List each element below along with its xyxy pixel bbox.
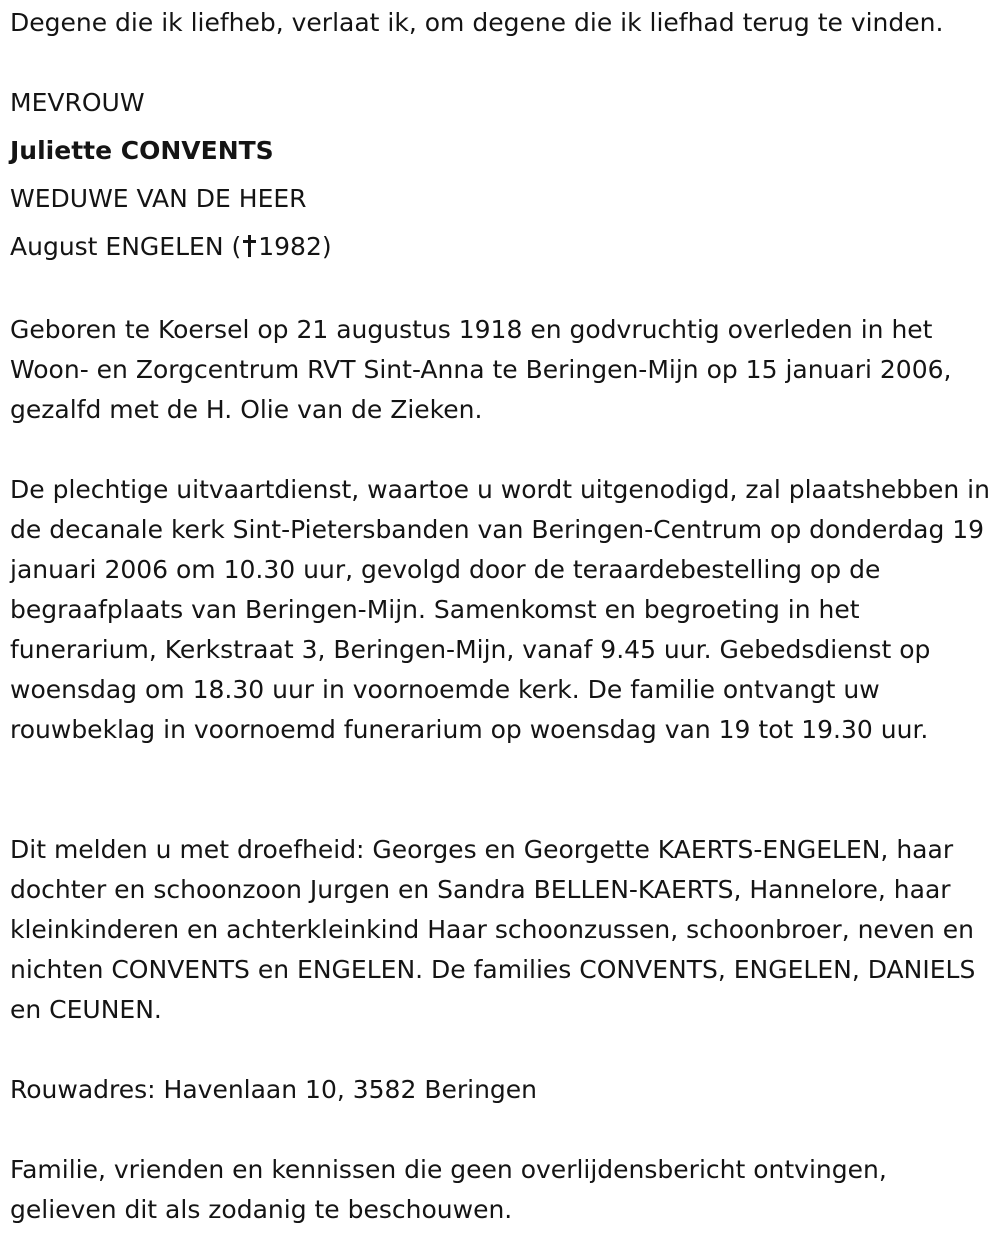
funeral-paragraph: De plechtige uitvaartdienst, waartoe u wordt uitgenodigd, zal plaatshebben in de decanale kerk Sint-Pietersbanden van Beringen-Centrum op donderdag 19 januari 2006 om 10.30 uur, gevolgd door de teraardebestelling op de begraafplaats van Beringen-Mijn. Samenkomst en begroeting in het funerarium, Kerkstraat 3, Beringen-Mijn, vanaf 9.45 uur. Gebedsdienst op woensdag om 18.30 uur in voornoemde kerk. De familie ontvangt uw rouwbeklag in voornoemd funerarium op woensdag van 19 tot 19.30 uur.	[10, 475, 990, 744]
spouse-line	[10, 232, 332, 261]
motto: Degene die ik liefheb, verlaat ik, om degene die ik liefhad terug te vinden.	[10, 8, 944, 37]
birth-death-paragraph: Geboren te Koersel op 21 augustus 1918 en godvruchtig overleden in het Woon- en Zorgcentrum RVT Sint-Anna te Beringen-Mijn op 15 januari 2006, gezalfd met de H. Olie van de Zieken.	[10, 315, 952, 424]
closing-paragraph: Familie, vrienden en kennissen die geen overlijdensbericht ontvingen, gelieven dit als zodanig te beschouwen.	[10, 1155, 887, 1224]
spouse-death-year: 1982)	[258, 232, 332, 261]
widow-line: WEDUWE VAN DE HEER	[10, 184, 307, 213]
honorific-title: MEVROUW	[10, 88, 145, 117]
spouse-name: August ENGELEN (	[10, 232, 242, 261]
family-paragraph: Dit melden u met droefheid: Georges en Georgette KAERTS-ENGELEN, haar dochter en schoonzoon Jurgen en Sandra BELLEN-KAERTS, Hannelore, haar kleinkinderen en achterkleinkind Haar schoonzussen, schoonbroer, neven en nichten CONVENTS en ENGELEN. De families CONVENTS, ENGELEN, DANIELS en CEUNEN.	[10, 835, 976, 1024]
cross-icon	[243, 235, 255, 257]
deceased-name: Juliette CONVENTS	[10, 136, 274, 165]
address-paragraph: Rouwadres: Havenlaan 10, 3582 Beringen	[10, 1075, 538, 1104]
